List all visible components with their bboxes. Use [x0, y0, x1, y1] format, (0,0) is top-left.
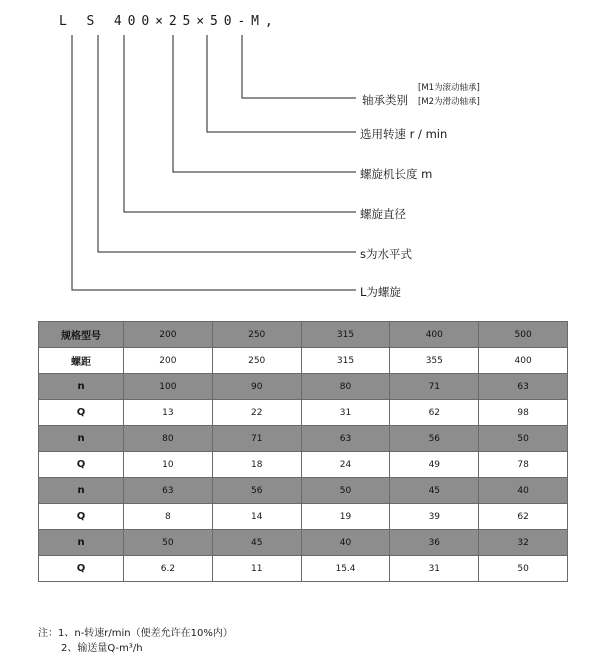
- table-cell: 8: [124, 504, 213, 530]
- table-cell: 40: [479, 478, 568, 504]
- leader-line-speed: [207, 35, 356, 132]
- label-bearing-type: 轴承类别: [362, 93, 408, 107]
- table-cell: 39: [390, 504, 479, 530]
- leader-line-bearing: [242, 35, 356, 98]
- table-cell: 71: [212, 426, 301, 452]
- table-row: [39, 556, 568, 582]
- table-row: [39, 400, 568, 426]
- table-row: [39, 426, 568, 452]
- row-header: Q: [39, 400, 124, 426]
- row-header: n: [39, 374, 124, 400]
- table-cell: 100: [124, 374, 213, 400]
- table-cell: 36: [390, 530, 479, 556]
- leader-line-diameter: [124, 35, 356, 212]
- leader-line-horizontal: [98, 35, 356, 252]
- table-cell: 315: [301, 322, 390, 348]
- table-row: [39, 374, 568, 400]
- table-cell: 80: [301, 374, 390, 400]
- table-cell: 78: [479, 452, 568, 478]
- table-cell: 56: [212, 478, 301, 504]
- table-cell: 50: [124, 530, 213, 556]
- spec-table: [38, 321, 568, 582]
- table-cell: 18: [212, 452, 301, 478]
- table-cell: 98: [479, 400, 568, 426]
- table-row: [39, 530, 568, 556]
- table-cell: 250: [212, 322, 301, 348]
- table-cell: 6.2: [124, 556, 213, 582]
- note-line-2: 2、输送量Q-m³/h: [61, 643, 143, 654]
- table-cell: 22: [212, 400, 301, 426]
- label-horizontal: s为水平式: [360, 247, 412, 261]
- table-cell: 13: [124, 400, 213, 426]
- row-header: n: [39, 478, 124, 504]
- label-diameter: 螺旋直径: [360, 207, 406, 221]
- table-cell: 32: [479, 530, 568, 556]
- table-cell: 49: [390, 452, 479, 478]
- table-cell: 15.4: [301, 556, 390, 582]
- table-cell: 11: [212, 556, 301, 582]
- table-cell: 500: [479, 322, 568, 348]
- note-line-1: 注：1、n-转速r/min（便差允许在10%内）: [38, 628, 233, 639]
- table-row: [39, 348, 568, 374]
- model-code: L S 400×25×50-M,: [59, 14, 279, 29]
- table-row: [39, 322, 568, 348]
- table-cell: 400: [390, 322, 479, 348]
- table-cell: 45: [390, 478, 479, 504]
- table-cell: 63: [479, 374, 568, 400]
- row-header: n: [39, 530, 124, 556]
- table-cell: 63: [301, 426, 390, 452]
- callout-lines: [0, 0, 600, 320]
- table-cell: 31: [390, 556, 479, 582]
- table-row: [39, 478, 568, 504]
- table-cell: 24: [301, 452, 390, 478]
- table-cell: 250: [212, 348, 301, 374]
- table-cell: 63: [124, 478, 213, 504]
- table-cell: 10: [124, 452, 213, 478]
- row-header: 螺距: [39, 348, 124, 374]
- table-cell: 50: [301, 478, 390, 504]
- table-cell: 40: [301, 530, 390, 556]
- table-row: [39, 452, 568, 478]
- table-cell: 50: [479, 426, 568, 452]
- label-length: 螺旋机长度 m: [360, 167, 433, 181]
- table-cell: 71: [390, 374, 479, 400]
- table-cell: 90: [212, 374, 301, 400]
- table-cell: 19: [301, 504, 390, 530]
- table-cell: 50: [479, 556, 568, 582]
- table-cell: 400: [479, 348, 568, 374]
- row-header: Q: [39, 504, 124, 530]
- table-cell: 14: [212, 504, 301, 530]
- table-cell: 56: [390, 426, 479, 452]
- table-cell: 355: [390, 348, 479, 374]
- bearing-option-m2: [M2为滑动轴承]: [418, 97, 480, 107]
- table-cell: 200: [124, 348, 213, 374]
- table-cell: 62: [390, 400, 479, 426]
- row-header: 规格型号: [39, 322, 124, 348]
- label-speed: 选用转速 r / min: [360, 127, 448, 141]
- row-header: Q: [39, 452, 124, 478]
- table-cell: 45: [212, 530, 301, 556]
- table-cell: 315: [301, 348, 390, 374]
- label-screw: L为螺旋: [360, 285, 401, 299]
- table-cell: 200: [124, 322, 213, 348]
- leader-line-length: [173, 35, 356, 172]
- notes: [38, 626, 233, 656]
- bearing-option-m1: [M1为滚动轴承]: [418, 83, 480, 93]
- row-header: n: [39, 426, 124, 452]
- row-header: Q: [39, 556, 124, 582]
- table-cell: 31: [301, 400, 390, 426]
- table-cell: 62: [479, 504, 568, 530]
- table-row: [39, 504, 568, 530]
- table-cell: 80: [124, 426, 213, 452]
